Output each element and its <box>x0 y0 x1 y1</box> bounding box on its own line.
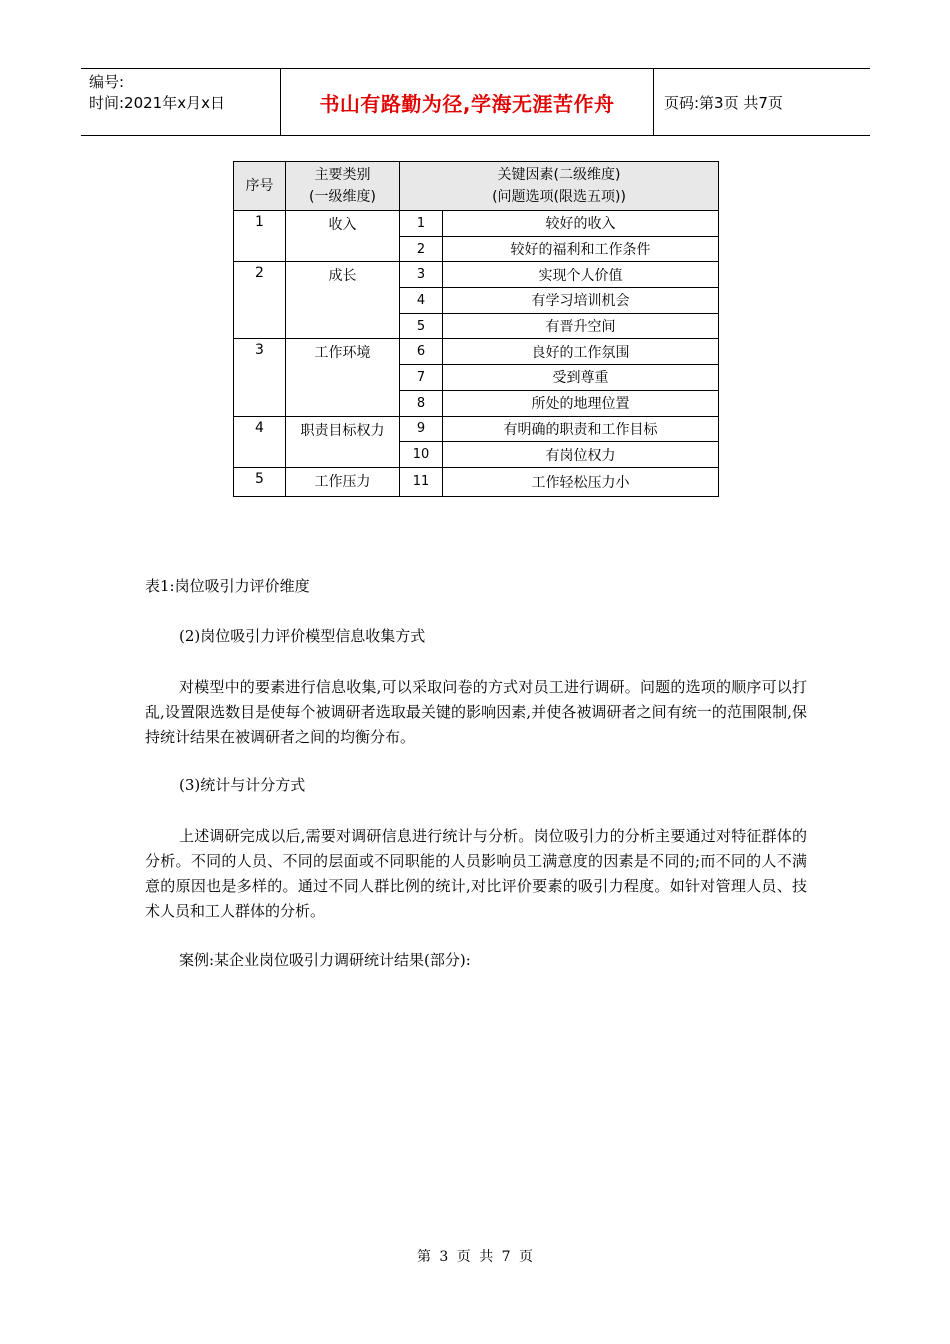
item-text: 有明确的职责和工作目标 <box>443 416 719 442</box>
page-header <box>81 68 870 136</box>
group-seq: 3 <box>234 339 286 416</box>
page-footer: 第 3 页 共 7 页 <box>416 1249 534 1265</box>
item-text: 良好的工作氛围 <box>443 339 719 365</box>
item-text: 所处的地理位置 <box>443 390 719 416</box>
group-category: 职责目标权力 <box>286 416 400 467</box>
table-row <box>234 339 719 365</box>
table-row <box>234 467 719 496</box>
document-number-label: 编号: <box>89 73 125 91</box>
section-heading-2: (2)岗位吸引力评价模型信息收集方式 <box>179 627 426 645</box>
table-row <box>234 416 719 442</box>
group-category: 收入 <box>286 211 400 262</box>
header-page-label: 页码:第3页 共7页 <box>664 93 783 112</box>
table-caption: 表1:岗位吸引力评价维度 <box>145 577 310 595</box>
document-time-label: 时间:2021年x月x日 <box>89 94 225 112</box>
item-text: 实现个人价值 <box>443 262 719 288</box>
header-meta <box>81 69 281 135</box>
table-row <box>234 262 719 288</box>
table-row <box>234 211 719 237</box>
item-text: 有晋升空间 <box>443 313 719 339</box>
item-text: 有学习培训机会 <box>443 288 719 314</box>
header-seq: 序号 <box>234 162 286 211</box>
group-seq: 4 <box>234 416 286 467</box>
item-number: 3 <box>400 262 443 288</box>
item-number: 1 <box>400 211 443 237</box>
group-seq: 1 <box>234 211 286 262</box>
item-number: 6 <box>400 339 443 365</box>
case-line: 案例:某企业岗位吸引力调研统计结果(部分): <box>179 951 471 969</box>
item-text: 工作轻松压力小 <box>443 467 719 496</box>
evaluation-dimension-table <box>233 161 719 497</box>
item-number: 7 <box>400 365 443 391</box>
item-number: 4 <box>400 288 443 314</box>
item-number: 2 <box>400 236 443 262</box>
item-text: 较好的收入 <box>443 211 719 237</box>
item-text: 较好的福利和工作条件 <box>443 236 719 262</box>
group-category: 成长 <box>286 262 400 339</box>
paragraph-info-collection: 对模型中的要素进行信息收集,可以采取问卷的方式对员工进行调研。问题的选项的顺序可以打乱,设置限选数目是使每个被调研者选取最关键的影响因素,并使各被调研者之间有统一的范围限制,保持统计结果在被调研者之间的均衡分布。 <box>145 678 807 746</box>
item-text: 受到尊重 <box>443 365 719 391</box>
item-number: 5 <box>400 313 443 339</box>
header-category: 主要类别 (一级维度) <box>286 162 400 211</box>
item-number: 11 <box>400 467 443 496</box>
group-category: 工作环境 <box>286 339 400 416</box>
section-heading-3: (3)统计与计分方式 <box>179 776 306 794</box>
group-seq: 2 <box>234 262 286 339</box>
paragraph-statistics: 上述调研完成以后,需要对调研信息进行统计与分析。岗位吸引力的分析主要通过对特征群体的分析。不同的人员、不同的层面或不同职能的人员影响员工满意度的因素是不同的;而不同的人不满意的原因也是多样的。通过不同人群比例的统计,对比评价要素的吸引力程度。如针对管理人员、技术人员和工人群体的分析。 <box>145 827 807 920</box>
item-number: 10 <box>400 442 443 468</box>
header-motto: 书山有路勤为径,学海无涯苦作舟 <box>281 69 654 135</box>
group-category: 工作压力 <box>286 467 400 496</box>
item-number: 8 <box>400 390 443 416</box>
group-seq: 5 <box>234 467 286 496</box>
item-text: 有岗位权力 <box>443 442 719 468</box>
table-header-row <box>234 162 719 211</box>
item-number: 9 <box>400 416 443 442</box>
header-factor: 关键因素(二级维度) (问题选项(限选五项)) <box>400 162 719 211</box>
